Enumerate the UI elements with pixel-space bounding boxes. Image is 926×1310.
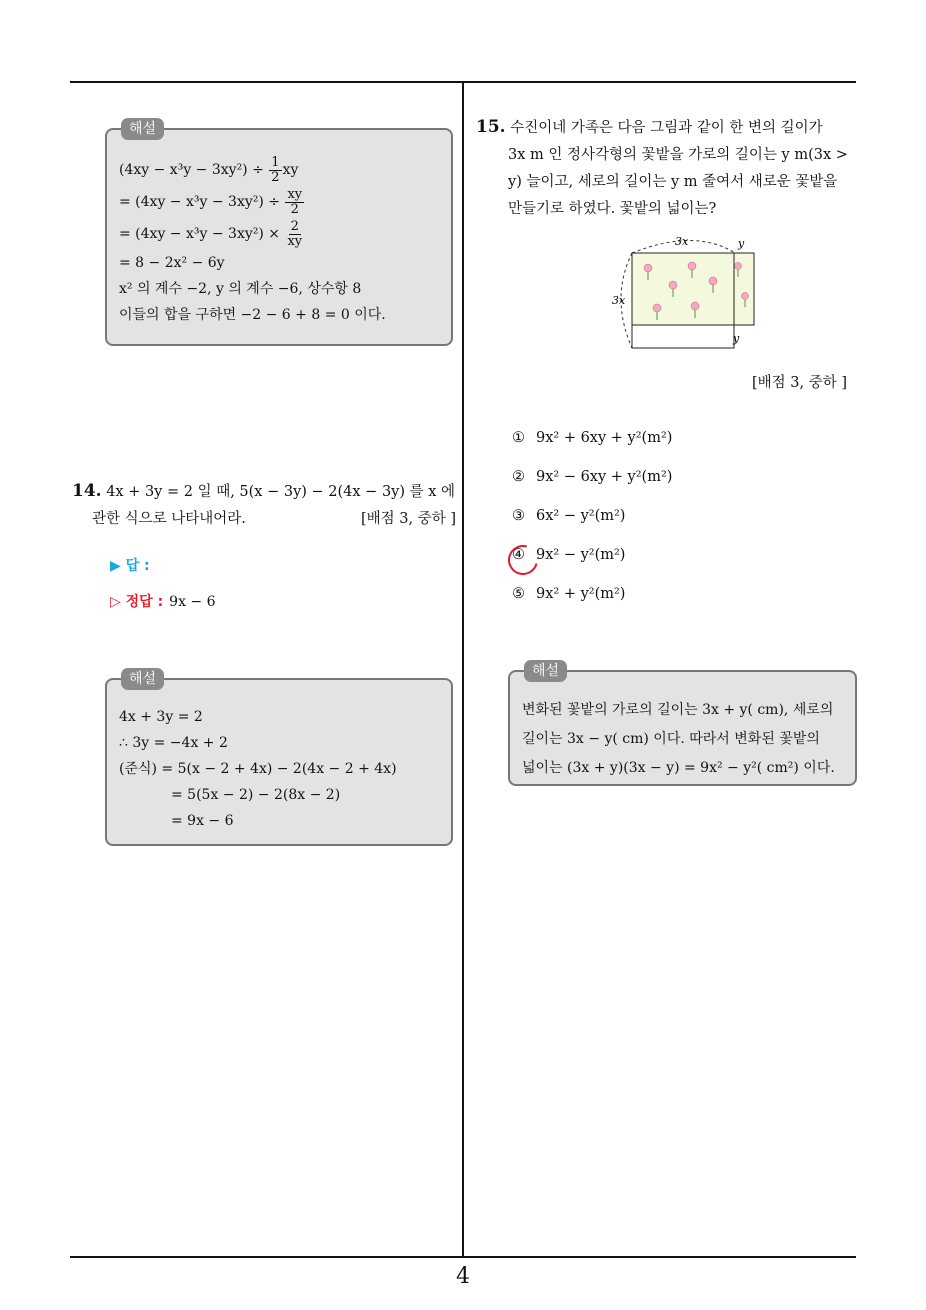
choice-1[interactable]	[512, 430, 672, 446]
fraction-denominator: 2	[271, 169, 280, 185]
expr-text: = (4xy − x³y − 3xy²) ×	[119, 226, 285, 242]
page-number: 4	[456, 1264, 470, 1289]
question-text: 4x + 3y = 2 일 때, 5(x − 3y) − 2(4x − 3y) 를 x 에	[106, 484, 456, 500]
correct-answer	[110, 591, 216, 611]
correct-answer-label: ▷ 정답 :	[110, 594, 164, 610]
garden-figure	[605, 228, 765, 358]
expr-text: = (4xy − x³y − 3xy²) ÷	[119, 194, 285, 210]
choice-mark: ⑤	[512, 586, 525, 602]
choice-mark: ③	[512, 508, 525, 524]
answer-input-label: ▶ 답 :	[110, 558, 150, 574]
bottom-rule	[70, 1256, 856, 1258]
choice-text: 6x² − y²(m²)	[536, 508, 626, 524]
choice-text: 9x² + y²(m²)	[536, 586, 626, 602]
fraction-numerator: 2	[290, 218, 299, 234]
choice-mark: ①	[512, 430, 525, 446]
expr-text: (4xy − x³y − 3xy²) ÷	[119, 162, 269, 178]
solution-line	[119, 154, 439, 186]
question-text: 관한 식으로 나타내어라.	[92, 511, 246, 527]
solution-line: ∴ 3y = −4x + 2	[119, 735, 228, 751]
choice-2[interactable]	[512, 469, 672, 485]
solution-line: (준식) = 5(x − 2 + 4x) − 2(4x − 2 + 4x)	[119, 761, 397, 777]
score-label: [배점 3, 중하 ]	[360, 511, 456, 527]
selected-answer-circle-icon	[503, 540, 544, 581]
solution-line: = 9x − 6	[171, 813, 234, 829]
choice-mark: ④	[512, 547, 525, 563]
correct-answer-value: 9x − 6	[169, 594, 216, 610]
fraction	[285, 220, 304, 249]
q14-question	[72, 478, 456, 533]
expr-text: xy	[282, 162, 299, 178]
solution-line: x² 의 계수 −2, y 의 계수 −6, 상수항 8	[119, 281, 362, 297]
question-line	[72, 506, 456, 533]
solution-tag: 해설	[121, 118, 164, 140]
question-line	[72, 478, 456, 506]
q15-question	[476, 114, 860, 223]
question-line: 3x m 인 정사각형의 꽃밭을 가로의 길이는 y m(3x >	[508, 147, 848, 163]
choice-text: 9x² − y²(m²)	[536, 547, 626, 563]
choice-5[interactable]	[512, 586, 625, 602]
label-right-top: y	[738, 237, 745, 250]
question-text: 수진이네 가족은 다음 그림과 같이 한 변의 길이가	[510, 120, 823, 136]
question-line: y) 늘이고, 세로의 길이는 y m 줄여서 새로운 꽃밭을	[508, 174, 838, 190]
label-top: 3x	[675, 235, 689, 248]
fraction	[269, 156, 281, 185]
solution-line: 이들의 합을 구하면 −2 − 6 + 8 = 0 이다.	[119, 307, 386, 323]
removed-strip	[632, 325, 734, 348]
fraction-numerator: 1	[271, 154, 280, 170]
label-left: 3x	[612, 294, 626, 307]
solution-line: 넓이는 (3x + y)(3x − y) = 9x² − y²( cm²) 이다.	[522, 760, 835, 776]
fraction-denominator: 2	[290, 201, 299, 217]
solution-tag: 해설	[524, 660, 567, 682]
solution-line	[119, 186, 439, 218]
solution-line: = 8 − 2x² − 6y	[119, 255, 225, 271]
question-line	[476, 114, 860, 142]
question-number: 15.	[476, 117, 506, 137]
column-divider	[462, 82, 464, 1258]
fraction-denominator: xy	[287, 233, 303, 249]
choice-mark: ②	[512, 469, 525, 485]
solution-line: 길이는 3x − y( cm) 이다. 따라서 변화된 꽃밭의	[522, 731, 820, 747]
solution-line: 4x + 3y = 2	[119, 709, 203, 725]
choice-3[interactable]	[512, 508, 625, 524]
fraction	[285, 188, 304, 217]
q15-solution-box	[508, 663, 857, 786]
q15-score: [배점 3, 중하 ]	[752, 375, 848, 391]
solution-line: 변화된 꽃밭의 가로의 길이는 3x + y( cm), 세로의	[522, 702, 834, 718]
choice-text: 9x² − 6xy + y²(m²)	[536, 469, 673, 485]
question-line: 만들기로 하였다. 꽃밭의 넓이는?	[508, 201, 717, 217]
solution-line: = 5(5x − 2) − 2(8x − 2)	[171, 787, 341, 803]
fraction-numerator: xy	[287, 186, 303, 202]
solution-line	[119, 218, 439, 250]
question-number: 14.	[72, 481, 102, 501]
choice-text: 9x² + 6xy + y²(m²)	[536, 430, 673, 446]
q13-solution-box	[105, 121, 453, 346]
solution-tag: 해설	[121, 668, 164, 690]
label-bottom-right: y	[733, 332, 740, 345]
q14-solution-box	[105, 671, 453, 846]
